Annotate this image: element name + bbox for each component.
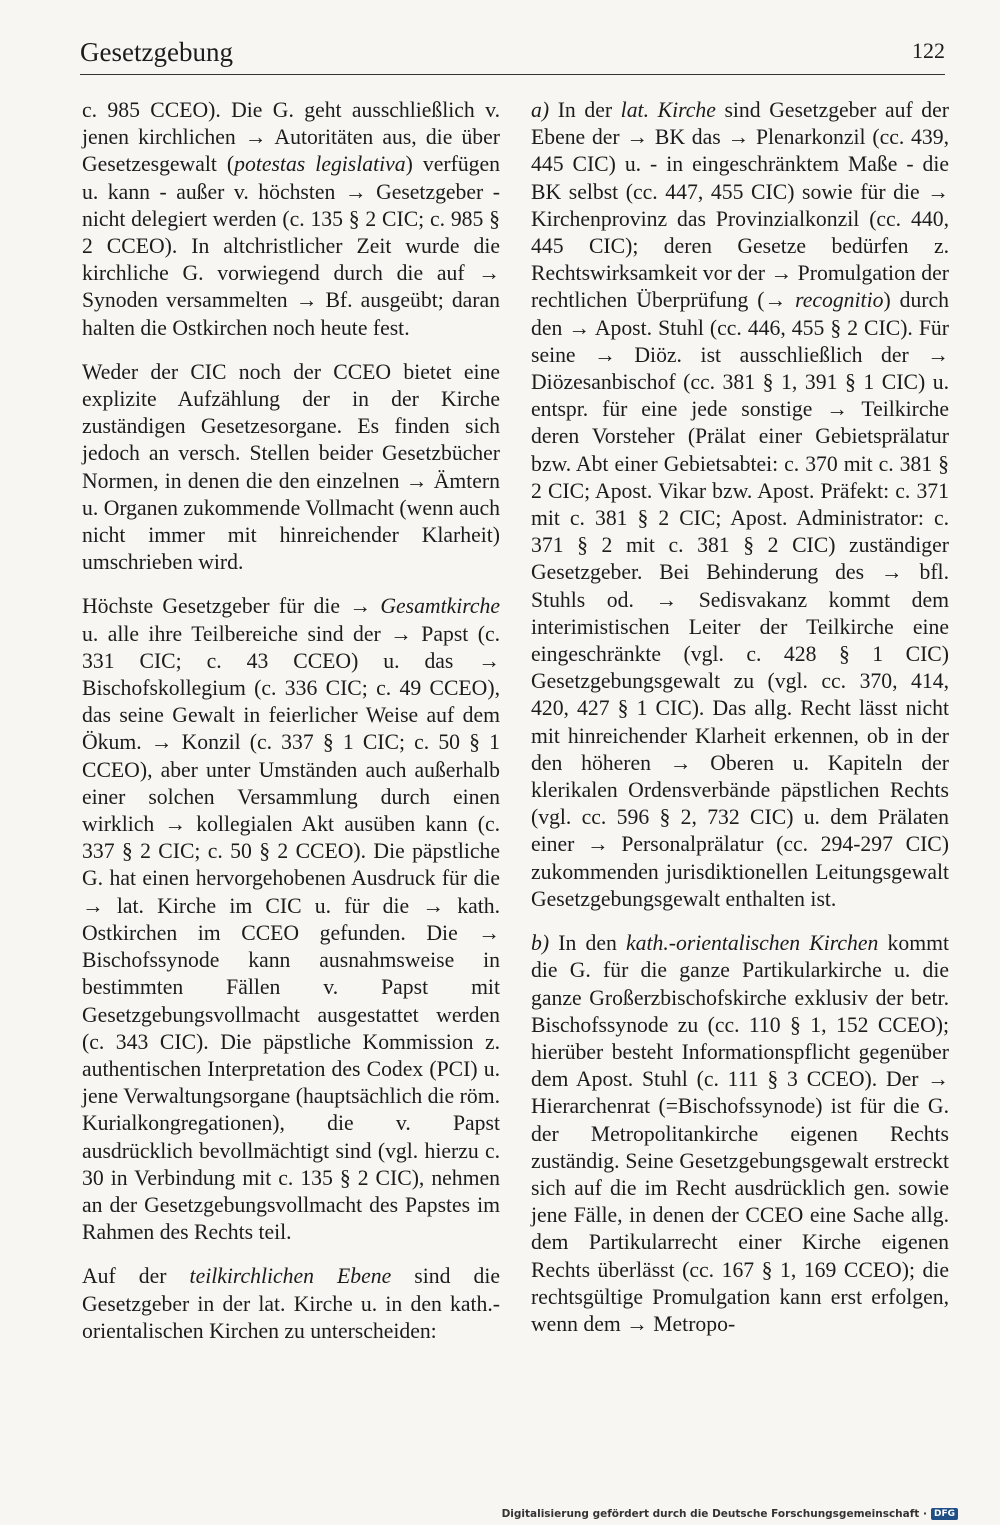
section-b-text: In den [549,931,627,956]
paragraph-1-text-end: ) verfügen u. kann - außer v. höchsten → Gesetzgeber - nicht delegiert werden (c. 135 § 2 CIC; c. 985 § 2 CCEO). In altchristlicher Zeit wurde die kirchliche G. vorwiegend durch die auf → Synoden versammelten → Bf. ausgeübt; daran halten die Ostkirchen noch heute fest. [82,152,500,340]
paragraph-4-text: Auf der [82,1264,190,1289]
section-a-text-mid: sind Gesetzgeber auf der Ebene der → BK das → Plenarkonzil (cc. 439, 445 CIC) u. - in eingeschränktem Maße - die BK selbst (cc. 447, 455 CIC) sowie für die → Kirchenprovinz das Provinzialkonzil (cc. 440, 445 CIC); deren Gesetze bedürfen z. Rechtswirksamkeit vor der → Promulgation der rechtlichen Überprüfung (→ [531,98,949,313]
paragraph-3-text-end: u. alle ihre Teilbereiche sind der → Papst (c. 331 CIC; c. 43 CCEO) u. das → Bischofskollegium (c. 336 CIC; c. 49 CCEO), das seine Gewalt in feierlicher Weise auf dem Ökum. → Konzil (c. 337 § 1 CIC; c. 50 § 1 CCEO), aber unter Umständen auch außerhalb einer solchen Versammlung durch einen wirklich → kollegialen Akt ausüben kann (c. 337 § 2 CIC; c. 50 § 2 CCEO). Die päpstliche G. hat einen hervorgehobenen Ausdruck für die → lat. Kirche im CIC u. für die → kath. Ostkirchen im CCEO gefunden. Die → Bischofssynode kann ausnahmsweise in bestimmten Fällen v. Papst mit Gesetzgebungsvollmacht ausgestattet werden (c. 343 CIC). Die päpstliche Kommission z. authentischen Interpretation des Codex (PCI) u. jene Verwaltungsorgane (hauptsächlich die röm. Kurialkongregationen), die v. Papst ausdrücklich bevollmächtigt sind (vgl. hierzu c. 30 in Verbindung mit c. 135 § 2 CIC), nehmen an der Gesetzgebungsvollmacht des Papstes im Rahmen des Rechts teil. [82,621,500,1245]
paragraph-3-text: Höchste Gesetzgeber für die → [82,594,381,619]
dfg-logo: DFG [931,1508,958,1520]
section-a-text-end: ) durch den → Apost. Stuhl (cc. 446, 455 § 2 CIC). Für seine → Diöz. ist ausschließlich der → Diözesanbischof (cc. 381 § 1, 391 § 1 CIC) u. entspr. für eine jede sonstige → Teilkirche deren Vorsteher (Prälat einer Gebietsprälatur bzw. Abt einer Gebietsabtei: c. 370 mit c. 381 § 2 CIC; Apost. Vikar bzw. Apost. Präfekt: c. 371 mit c. 381 § 2 CIC; Apost. Administrator: c. 371 § 2 mit c. 381 § 2 CIC) zuständiger Gesetzgeber. Bei Behinderung des → bfl. Stuhls od. → Sedisvakanz kommt dem interimistischen Leiter der Teilkirche eine eingeschränkte (vgl. c. 428 § 1 CIC) Gesetzgebungsgewalt zu (vgl. cc. 370, 414, 420, 427 § 1 CIC). Das allg. Recht lässt nicht mit hinreichender Klarheit erkennen, ob in der den höheren → Oberen u. Kapiteln der klerikalen Ordensverbände päpstlichen Rechts (vgl. cc. 596 § 2, 732 CIC) u. dem Prälaten einer → Personalprälatur (cc. 294-297 CIC) zukommenden jurisdiktionellen Leitungsgewalt Gesetzgebungsgewalt enthalten ist. [531,288,949,911]
header-rule [80,74,945,75]
footer-note-text: Digitalisierung gefördert durch die Deutsche Forschungsgemeinschaft · [501,1508,927,1520]
paragraph-3-italic: Gesamtkirche [380,594,500,619]
section-a [531,97,949,913]
section-a-italic-2: recognitio [795,288,884,313]
digitization-footer [502,1508,958,1520]
page-number: 122 [912,38,945,63]
section-b-text-end: kommt die G. für die ganze Partikularkirche u. die ganze Großerzbischofskirche exklusiv der betr. Bischofssynode zu (cc. 110 § 1, 152 CCEO); hierüber besteht Informationspflicht gegenüber dem Apost. Stuhl (c. 111 § 3 CCEO). Der → Hierarchenrat (=Bischofssynode) ist für die G. der Metropolitankirche eigenen Rechts zuständig. Seine Gesetzgebungsgewalt erstreckt sich auf die im Recht ausdrücklich gen. sowie jene Fälle, in denen der CCEO eine Sache allg. dem Partikularrecht einer Kirche eigenen Rechts überlässt (cc. 167 § 1, 169 CCEO); die rechtsgültige Promulgation kann erst erfolgen, wenn dem → Metropo- [531,931,949,1336]
paragraph-1 [82,97,500,342]
paragraph-1-text: c. 985 CCEO). Die G. geht ausschließlich v. jenen kirchlichen → Autoritäten aus, die über Gesetzesgewalt ( [82,98,500,177]
right-column [531,97,949,1355]
paragraph-4-text-end: sind die Gesetzgeber in der lat. Kirche u. in den kath.-orientalischen Kirchen zu unterscheiden: [82,1264,501,1343]
section-b [531,930,949,1338]
section-a-italic: lat. Kirche [620,98,716,122]
section-a-text: In der [549,98,621,122]
section-b-italic: kath.-orientalischen Kirchen [626,931,879,956]
paragraph-4 [82,1263,500,1345]
paragraph-1-italic: potestas legislativa [234,152,406,177]
paragraph-4-italic: teilkirchlichen Ebene [189,1264,392,1289]
section-a-label: a) [531,98,550,122]
paragraph-2: Weder der CIC noch der CCEO bietet eine explizite Aufzählung der in der Kirche zuständigen Gesetzesorgane. Es finden sich jedoch an versch. Stellen beider Gesetzbücher Normen, in denen die den einzelnen → Ämtern u. Organen zukommende Vollmacht (wenn auch nicht immer mit hinreichender Klarheit) umschrieben wird. [82,359,500,575]
paragraph-3 [82,593,500,1246]
left-column [82,97,500,1362]
running-header-title: Gesetzgebung [80,37,233,67]
section-b-label: b) [531,931,550,956]
